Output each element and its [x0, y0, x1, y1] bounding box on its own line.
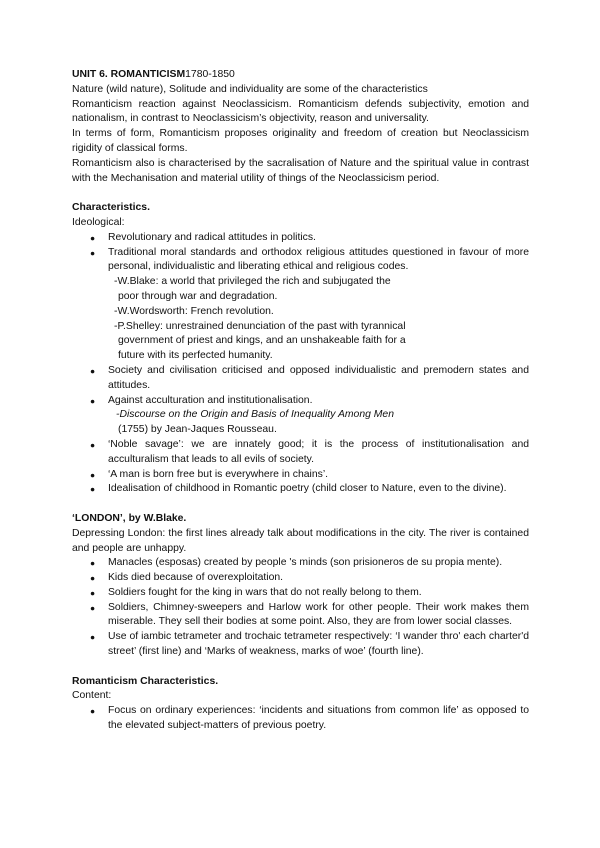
list-item: ● ‘A man is born free but is everywhere in chains’. — [72, 468, 529, 483]
citation-year: (1755) by Jean-Jaques Rousseau. — [118, 424, 277, 436]
unit-heading — [72, 68, 529, 83]
list-item: ● Kids died because of overexploitation. — [72, 571, 529, 586]
london-intro: Depressing London: the first lines already talk about modifications in the city. The river is contained and people are unhappy. — [72, 527, 529, 554]
author-note: -P.Shelley: unrestrained denunciation of the past with tyrannical — [114, 320, 406, 332]
list-item: ● Traditional moral standards and orthodox religious attitudes questioned in favour of more personal, individualistic and liberating ethical and religious codes. — [72, 246, 529, 276]
list-item: ● ‘Noble savage’: we are innately good; it is the process of institutionalisation and acculturalism that leads to all evils of society. — [72, 438, 529, 468]
intro-paragraph-4: Romanticism also is characterised by the sacralisation of Nature and the spiritual value in contrast with the Mechanisation and material utility of things of the Neoclassicism period. — [72, 157, 529, 184]
list-item: ● Revolutionary and radical attitudes in politics. — [72, 231, 529, 246]
author-note: -W.Blake: a world that privileged the rich and subjugated the — [114, 276, 391, 288]
ideological-list-cont — [72, 364, 529, 408]
list-item: ● Against acculturation and institutionalisation. — [72, 394, 529, 409]
intro-paragraph-2: Romanticism reaction against Neoclassicism. Romanticism defends subjectivity, emotion and nationalism, in contrast to Neoclassicism’s objectivity, reason and universality. — [72, 98, 529, 125]
list-item: ● Idealisation of childhood in Romantic poetry (child closer to Nature, even to the divine). — [72, 482, 529, 497]
list-item: ● Soldiers fought for the king in wars that do not really belong to them. — [72, 586, 529, 601]
author-note: poor through war and degradation. — [118, 290, 278, 302]
citation-title — [72, 408, 529, 423]
ideological-label: Ideological: — [72, 216, 125, 228]
citation-title-text: -Discourse on the Origin and Basis of Inequality Among Men — [116, 409, 394, 421]
london-heading: ‘LONDON’, by W.Blake. — [72, 512, 187, 524]
intro-paragraph-3: In terms of form, Romanticism proposes originality and freedom of creation but Neoclassicism rigidity of classical forms. — [72, 128, 529, 154]
unit-title: UNIT 6. ROMANTICISM — [72, 69, 186, 80]
content-label: Content: — [72, 690, 112, 702]
list-item: ● Soldiers, Chimney-sweepers and Harlow work for other people. Their work makes them miserable. They sell their bodies at some point. Also, they are from lower social classes. — [72, 601, 529, 631]
author-note: future with its perfected humanity. — [118, 350, 273, 362]
list-item: ● Focus on ordinary experiences: ‘incidents and situations from common life’ as opposed to the elevated subject-matters of previous poetry. — [72, 704, 529, 734]
author-note: government of priest and kings, and an unshakeable faith for a — [118, 335, 406, 347]
list-item: ● Society and civilisation criticised and opposed individualistic and premodern states and attitudes. — [72, 364, 529, 394]
author-note: -W.Wordsworth: French revolution. — [114, 305, 274, 317]
unit-dates: 1780-1850 — [185, 69, 235, 80]
list-item: ● Manacles (esposas) created by people 's minds (son prisioneros de su propia mente). — [72, 556, 529, 571]
romanticism-characteristics-heading: Romanticism Characteristics. — [72, 675, 219, 687]
london-list — [72, 556, 529, 660]
list-item: ● Use of iambic tetrameter and trochaic tetrameter respectively: ‘I wander thro' each charter'd street’ (first line) and ‘Marks of weakness, marks of woe’ (fourth line). — [72, 630, 529, 660]
content-list — [72, 704, 529, 734]
intro-line-1: Nature (wild nature), Solitude and individuality are some of the characteristics — [72, 83, 428, 95]
characteristics-heading: Characteristics. — [72, 202, 150, 214]
document-page — [72, 68, 529, 734]
ideological-list-end — [72, 438, 529, 497]
ideological-list — [72, 231, 529, 275]
